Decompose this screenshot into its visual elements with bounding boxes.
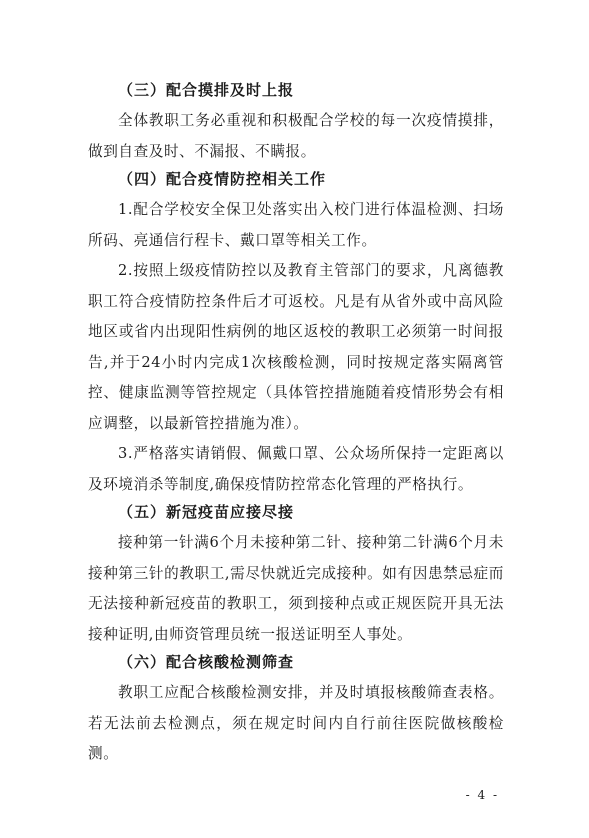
- section-5-paragraph-1: 接种第一针满6个月未接种第二针、接种第二针满6个月未接种第三针的教职工,需尽快就近完成接种。如有因患禁忌症而无法接种新冠疫苗的教职工，须到接种点或正规医院开具无法接种证明,由师资管理员统一报送证明至人事处。: [88, 534, 504, 643]
- section-6-paragraph-1: 教职工应配合核酸检测安排，并及时填报核酸筛查表格。若无法前去检测点，须在规定时间内自行前往医院做核酸检测。: [88, 684, 504, 762]
- section-4-paragraph-3: 3.严格落实请销假、佩戴口罩、公众场所保持一定距离以及环境消杀等制度,确保疫情防控常态化管理的严格执行。: [88, 445, 504, 493]
- section-4-paragraph-2: 2.按照上级疫情防控以及教育主管部门的要求，凡离德教职工符合疫情防控条件后才可返校。凡是有从省外或中高风险地区或省内出现阳性病例的地区返校的教职工必须第一时间报告,并于24小时内完成1次核酸检测，同时按规定落实隔离管控、健康监测等管控规定（具体管控措施随着疫情形势会有相应调整，以最新管控措施为准）。: [88, 262, 504, 432]
- document-body: [88, 78, 504, 770]
- page-number: - 4 -: [465, 788, 499, 802]
- section-heading-4: （四）配合疫情防控相关工作: [118, 170, 327, 188]
- section-heading-5: （五）新冠疫苗应接尽接: [118, 503, 295, 521]
- section-heading-3: （三）配合摸排及时上报: [118, 81, 295, 99]
- section-4-paragraph-1: 1.配合学校安全保卫处落实出入校门进行体温检测、扫场所码、亮通信行程卡、戴口罩等相关工作。: [88, 201, 504, 249]
- section-heading-6: （六）配合核酸检测筛查: [118, 653, 295, 671]
- section-3-paragraph-1: 全体教职工务必重视和积极配合学校的每一次疫情摸排，做到自查及时、不漏报、不瞒报。: [88, 112, 504, 160]
